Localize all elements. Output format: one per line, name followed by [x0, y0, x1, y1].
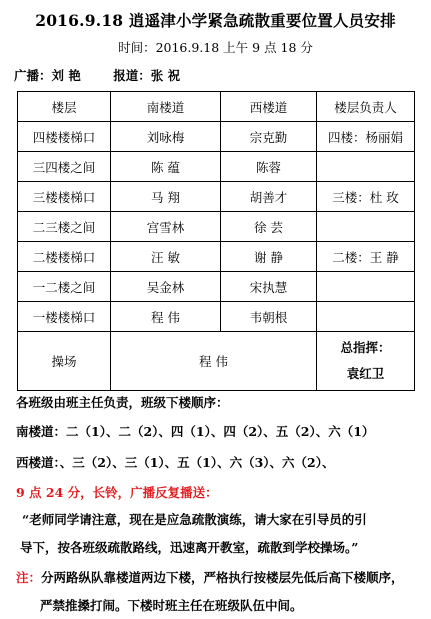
header-west-stairs: 西楼道 [221, 92, 317, 122]
cell-west: 韦朝根 [221, 302, 317, 332]
cell-south: 汪 敏 [111, 242, 221, 272]
cell-south: 刘咏梅 [111, 122, 221, 152]
table-header-row [18, 92, 415, 122]
cell-floor: 二三楼之间 [18, 212, 111, 242]
cell-floor: 二楼楼梯口 [18, 242, 111, 272]
cell-floor: 三四楼之间 [18, 152, 111, 182]
note-text-1: 分两路纵队靠楼道两边下楼，严格执行按楼层先低后高下楼顺序， [41, 570, 404, 585]
table-row [18, 122, 415, 152]
cell-leader [317, 272, 415, 302]
cell-floor: 四楼楼梯口 [18, 122, 111, 152]
note-line2: 严禁推搡打闹。下楼时班主任在班级队伍中间。 [40, 598, 303, 613]
west-stairs-order: 西楼道：、三（2）、三（1）、五（1）、六（3）、六（2）、 [16, 455, 335, 470]
table-row-playground [18, 332, 415, 391]
cell-leader [317, 302, 415, 332]
roles-line [14, 66, 180, 84]
header-south-stairs: 南楼道 [111, 92, 221, 122]
cell-west: 谢 静 [221, 242, 317, 272]
cell-south: 宫雪林 [111, 212, 221, 242]
cell-playground: 操场 [18, 332, 111, 391]
table-row [18, 152, 415, 182]
broadcast-quote-line2: 导下，按各班级疏散路线，迅速离开教室，疏散到学校操场。” [20, 540, 359, 555]
south-stairs-order: 南楼道：二（1）、二（2）、四（1）、四（2）、五（2）、六（1） [16, 424, 375, 439]
cell-south: 程 伟 [111, 302, 221, 332]
cell-south: 陈 蕴 [111, 152, 221, 182]
note-line1 [16, 568, 404, 586]
cell-south: 吴金林 [111, 272, 221, 302]
header-floor: 楼层 [18, 92, 111, 122]
table-row [18, 242, 415, 272]
cell-playground-person: 程 伟 [111, 332, 317, 391]
cell-floor: 一楼楼梯口 [18, 302, 111, 332]
note-mark: 注： [16, 570, 42, 585]
cell-leader: 三楼：杜 玫 [317, 182, 415, 212]
cell-leader: 四楼：杨丽娟 [317, 122, 415, 152]
cell-leader [317, 152, 415, 182]
document-title: 2016.9.18 逍遥津小学紧急疏散重要位置人员安排 [35, 11, 396, 30]
cell-west: 宋执慧 [221, 272, 317, 302]
order-intro: 各班级由班主任负责，班级下楼顺序： [16, 395, 229, 410]
header-floor-leader: 楼层负责人 [317, 92, 415, 122]
cell-west: 陈蓉 [221, 152, 317, 182]
table-row [18, 302, 415, 332]
cell-west: 宗克勤 [221, 122, 317, 152]
commander-label: 总指挥： [340, 340, 391, 355]
bell-announcement: 9 点 24 分，长铃，广播反复播送： [16, 485, 218, 500]
broadcast-person: 广播：刘 艳 [14, 68, 81, 83]
table-row [18, 182, 415, 212]
cell-west: 胡善才 [221, 182, 317, 212]
table-row [18, 212, 415, 242]
broadcast-quote-line1: “老师同学请注意，现在是应急疏散演练，请大家在引导员的引 [22, 512, 367, 527]
evacuation-table [17, 91, 415, 391]
cell-commander [317, 332, 415, 391]
cell-leader: 二楼：王 静 [317, 242, 415, 272]
cell-west: 徐 芸 [221, 212, 317, 242]
table-row [18, 272, 415, 302]
document-time: 时间：2016.9.18 上午 9 点 18 分 [118, 40, 313, 55]
cell-floor: 三楼楼梯口 [18, 182, 111, 212]
cell-floor: 一二楼之间 [18, 272, 111, 302]
cell-leader [317, 212, 415, 242]
cell-south: 马 翔 [111, 182, 221, 212]
report-person: 报道：张 祝 [113, 68, 181, 83]
commander-name: 袁红卫 [346, 366, 385, 381]
